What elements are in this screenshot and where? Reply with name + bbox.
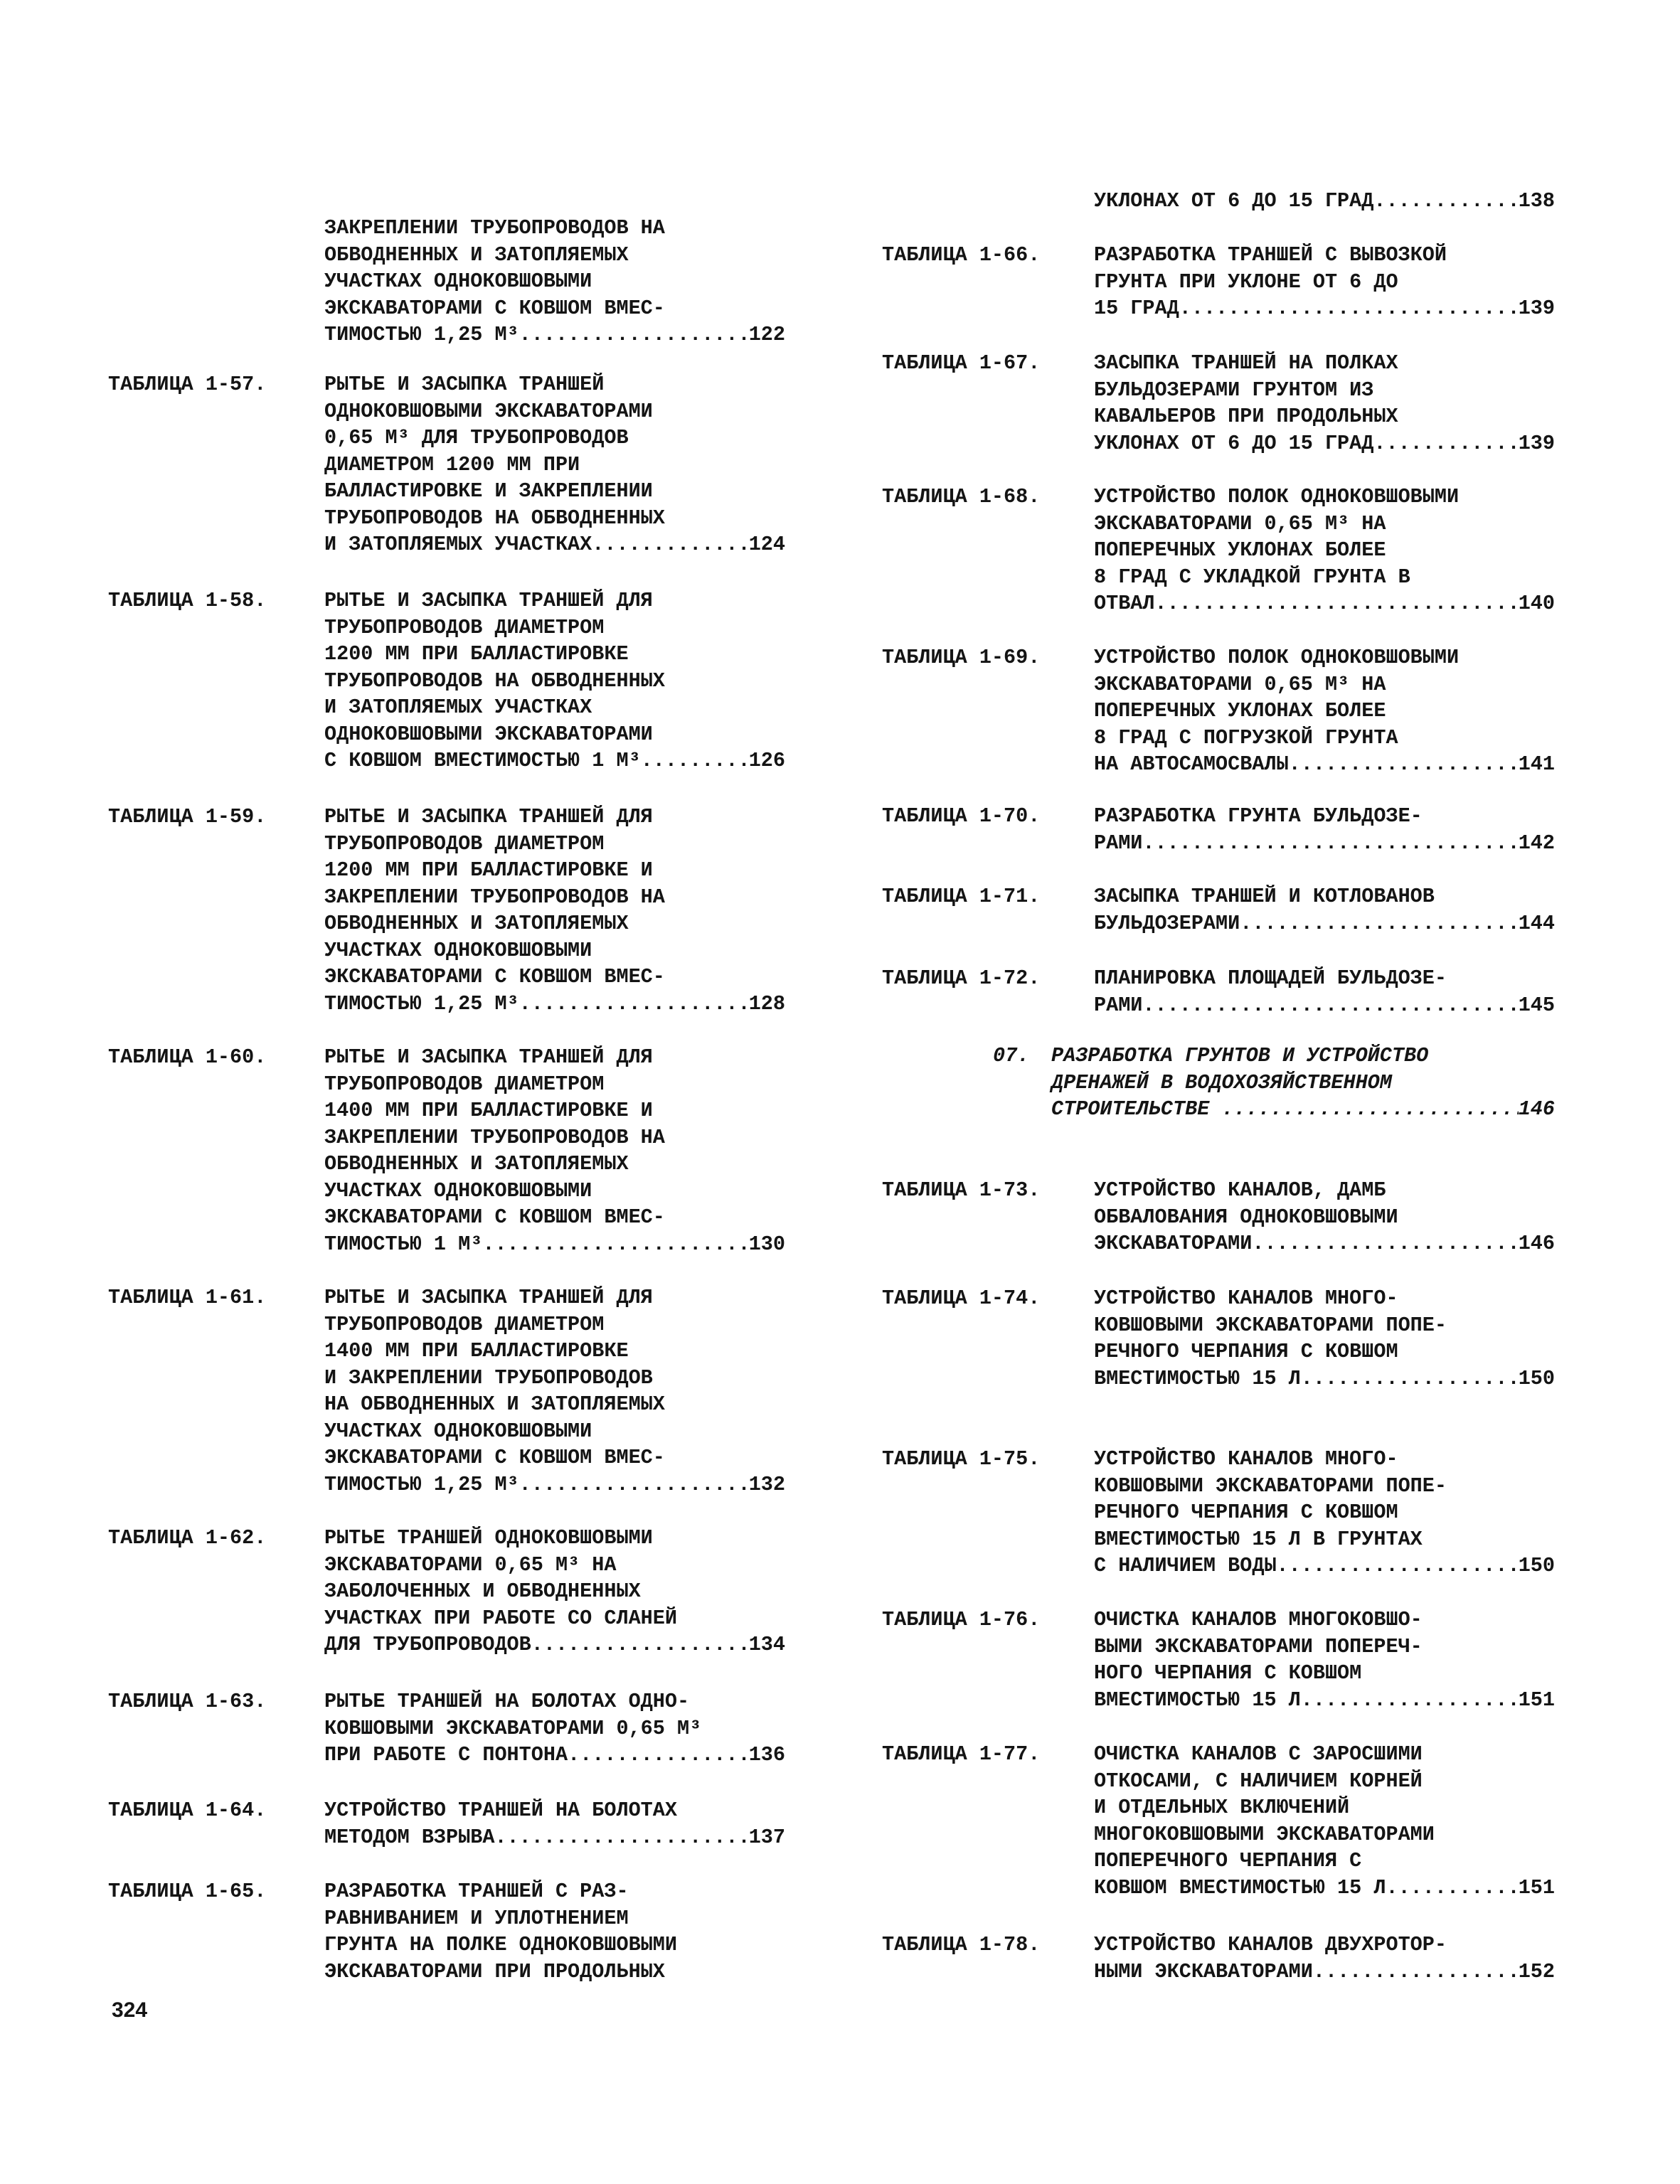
entry-title-line: ТРУБОПРОВОДОВ ДИАМЕТРОМ [324, 1072, 605, 1096]
entry-title [1051, 1043, 1555, 1123]
dot-leader [1142, 992, 1518, 1019]
page-ref[interactable]: 137 [748, 1825, 785, 1849]
dot-leader [1301, 1365, 1519, 1392]
table-label: ТАБЛИЦА 1-68. [882, 485, 1041, 508]
table-label: ТАБЛИЦА 1-63. [108, 1690, 267, 1713]
page-ref[interactable]: 124 [748, 533, 785, 556]
page-ref[interactable]: 146 [1518, 1232, 1555, 1255]
table-label: ТАБЛИЦА 1-72. [882, 966, 1041, 990]
entry-title [324, 1688, 785, 1769]
entry-title-line: БУЛЬДОЗЕРАМИ [1094, 911, 1240, 935]
entry-title-line: РАВНИВАНИЕМ И УПЛОТНЕНИЕМ [324, 1906, 629, 1930]
table-label: ТАБЛИЦА 1-60. [108, 1045, 267, 1069]
table-label: ТАБЛИЦА 1-67. [882, 351, 1041, 375]
entry-title [1094, 242, 1555, 322]
page-ref[interactable]: 140 [1518, 592, 1555, 615]
page-ref[interactable]: 126 [748, 749, 785, 772]
entry-title-line: ТРУБОПРОВОДОВ НА ОБВОДНЕННЫХ [324, 506, 665, 530]
entry-title [324, 215, 785, 348]
dot-leader [1179, 295, 1519, 322]
page-ref[interactable]: 130 [748, 1232, 785, 1256]
table-label: ТАБЛИЦА 1-69. [882, 646, 1041, 669]
entry-title-line: УЧАСТКАХ ОДНОКОВШОВЫМИ [324, 1178, 592, 1203]
entry-title-line: ТРУБОПРОВОДОВ ДИАМЕТРОМ [324, 615, 605, 639]
entry-title-line: ТРУБОПРОВОДОВ ДИАМЕТРОМ [324, 831, 605, 856]
dot-leader [519, 321, 749, 348]
page-ref[interactable]: 142 [1518, 831, 1555, 855]
entry-title-line: МЕТОДОМ ВЗРЫВА [324, 1825, 495, 1849]
entry-title-line: ТИМОСТЬЮ 1,25 М³ [324, 991, 519, 1016]
table-label: ТАБЛИЦА 1-66. [882, 243, 1041, 267]
entry-title-line: ВЫМИ ЭКСКАВАТОРАМИ ПОПЕРЕЧ- [1094, 1634, 1423, 1658]
dot-leader [519, 991, 749, 1018]
dot-leader [1313, 1959, 1519, 1986]
entry-title-line: ОБВОДНЕННЫХ И ЗАТОПЛЯЕМЫХ [324, 1152, 629, 1176]
entry-title-line: РЫТЬЕ И ЗАСЫПКА ТРАНШЕЙ ДЛЯ [324, 589, 653, 612]
page-ref[interactable]: 145 [1518, 993, 1555, 1017]
entry-title-line: ЭКСКАВАТОРАМИ С КОВШОМ ВМЕС- [324, 1446, 665, 1469]
entry-title-line: УЧАСТКАХ ОДНОКОВШОВЫМИ [324, 270, 592, 293]
entry-title-line: КАВАЛЬЕРОВ ПРИ ПРОДОЛЬНЫХ [1094, 405, 1398, 428]
entry-title-line: ОБВОДНЕННЫХ И ЗАТОПЛЯЕМЫХ [324, 912, 629, 935]
page-ref[interactable]: 128 [748, 991, 785, 1016]
entry-last-line [1094, 1875, 1555, 1902]
entry-title-line: КОВШОВЫМИ ЭКСКАВАТОРАМИ ПОПЕ- [1094, 1474, 1447, 1498]
entry-title-line: ЭКСКАВАТОРАМИ С КОВШОМ ВМЕС- [324, 1205, 665, 1229]
entry-title-line: КОВШОВЫМИ ЭКСКАВАТОРАМИ ПОПЕ- [1094, 1313, 1447, 1337]
entry-title-line: НА ОБВОДНЕННЫХ И ЗАТОПЛЯЕМЫХ [324, 1392, 665, 1416]
table-label: ТАБЛИЦА 1-64. [108, 1799, 267, 1822]
dot-leader [1277, 1552, 1519, 1580]
page-ref[interactable]: 151 [1518, 1875, 1555, 1900]
dot-leader [482, 1231, 748, 1258]
entry-title-line: РАЗРАБОТКА ТРАНШЕЙ С РАЗ- [324, 1880, 629, 1903]
entry-title [1094, 484, 1555, 617]
entry-title-line: БАЛЛАСТИРОВКЕ И ЗАКРЕПЛЕНИИ [324, 479, 653, 503]
page-ref[interactable]: 139 [1518, 297, 1555, 320]
entry-title-line: ОБВОДНЕННЫХ И ЗАТОПЛЯЕМЫХ [324, 243, 629, 267]
entry-title [324, 1797, 785, 1850]
entry-title-line: 15 ГРАД [1094, 297, 1179, 320]
entry-title-line: ДРЕНАЖЕЙ В ВОДОХОЗЯЙСТВЕННОМ [1051, 1070, 1392, 1094]
entry-title-line: УЧАСТКАХ ОДНОКОВШОВЫМИ [324, 938, 592, 962]
entry-title [1094, 1741, 1555, 1901]
entry-title [1094, 1607, 1555, 1713]
entry-title-line: РЫТЬЕ ТРАНШЕЙ НА БОЛОТАХ ОДНО- [324, 1690, 690, 1713]
entry-title-line: ЭКСКАВАТОРАМИ 0,65 М³ НА [324, 1552, 617, 1577]
entry-last-line [1094, 1365, 1555, 1392]
entry-title-line: РАЗРАБОТКА ГРУНТОВ И УСТРОЙСТВО [1051, 1044, 1429, 1067]
page-ref[interactable]: 136 [748, 1743, 785, 1767]
entry-title-line: ЭКСКАВАТОРАМИ 0,65 М³ НА [1094, 672, 1386, 696]
entry-last-line [324, 1231, 785, 1258]
entry-title-line: РЕЧНОГО ЧЕРПАНИЯ С КОВШОМ [1094, 1501, 1398, 1524]
entry-title-line: УЧАСТКАХ ОДНОКОВШОВЫМИ [324, 1419, 592, 1443]
dot-leader [1155, 590, 1519, 617]
entry-title [1094, 1177, 1555, 1257]
entry-title-line: ЗАСЫПКА ТРАНШЕЙ И КОТЛОВАНОВ [1094, 885, 1435, 908]
entry-title-line: РЫТЬЕ И ЗАСЫПКА ТРАНШЕЙ ДЛЯ [324, 1286, 653, 1309]
dot-leader [1252, 1230, 1518, 1257]
table-label: ТАБЛИЦА 1-58. [108, 589, 267, 612]
entry-last-line [1094, 590, 1555, 617]
entry-title-line: ПОПЕРЕЧНЫХ УКЛОНАХ БОЛЕЕ [1094, 699, 1386, 723]
table-label: ТАБЛИЦА 1-61. [108, 1286, 267, 1309]
entry-title [1094, 188, 1555, 215]
entry-last-line [324, 991, 785, 1018]
entry-title-line: ПОПЕРЕЧНОГО ЧЕРПАНИЯ С [1094, 1849, 1362, 1873]
dot-leader [531, 1631, 749, 1658]
entry-last-line [1094, 1552, 1555, 1580]
table-label: ТАБЛИЦА 1-65. [108, 1880, 267, 1903]
page-ref[interactable]: 138 [1518, 189, 1555, 213]
entry-last-line [324, 1631, 785, 1658]
entry-last-line [324, 1471, 785, 1498]
entry-title-line: ЭКСКАВАТОРАМИ С КОВШОМ ВМЕС- [324, 965, 665, 989]
entry-title-line: УСТРОЙСТВО КАНАЛОВ ДВУХРОТОР- [1094, 1933, 1447, 1956]
entry-last-line [1094, 188, 1555, 215]
dot-leader [592, 531, 748, 558]
entry-title [324, 587, 785, 774]
entry-title-line: БУЛЬДОЗЕРАМИ ГРУНТОМ ИЗ [1094, 378, 1374, 402]
table-label: ТАБЛИЦА 1-78. [882, 1933, 1041, 1956]
entry-title-line: 1400 ММ ПРИ БАЛЛАСТИРОВКЕ [324, 1339, 629, 1363]
entry-title-line: 8 ГРАД С УКЛАДКОЙ ГРУНТА В [1094, 565, 1410, 589]
entry-title-line: ЭКСКАВАТОРАМИ 0,65 М³ НА [1094, 511, 1386, 536]
entry-title-line: РАМИ [1094, 831, 1143, 855]
page-ref[interactable]: 152 [1518, 1959, 1555, 1983]
table-label: ТАБЛИЦА 1-62. [108, 1526, 267, 1550]
entry-title [324, 1284, 785, 1498]
entry-title-line: ТИМОСТЬЮ 1,25 М³ [324, 1472, 519, 1496]
entry-last-line [1094, 430, 1555, 457]
entry-title-line: ГРУНТА НА ПОЛКЕ ОДНОКОВШОВЫМИ [324, 1933, 677, 1956]
entry-title-line: ДИАМЕТРОМ 1200 ММ ПРИ [324, 452, 580, 476]
entry-last-line [1094, 830, 1555, 857]
page-number: 324 [112, 1998, 148, 2022]
entry-title-line: ПРИ РАБОТЕ С ПОНТОНА [324, 1743, 568, 1767]
entry-title-line: ТИМОСТЬЮ 1,25 М³ [324, 323, 519, 346]
entry-title-line: ЗАБОЛОЧЕННЫХ И ОБВОДНЕННЫХ [324, 1580, 641, 1603]
page-ref[interactable]: 144 [1518, 911, 1555, 935]
entry-title-line: УСТРОЙСТВО ПОЛОК ОДНОКОВШОВЫМИ [1094, 485, 1460, 508]
entry-title-line: ВМЕСТИМОСТЬЮ 15 Л В ГРУНТАХ [1094, 1527, 1423, 1551]
entry-title-line: УЧАСТКАХ ПРИ РАБОТЕ СО СЛАНЕЙ [324, 1606, 677, 1630]
entry-title-line: ДЛЯ ТРУБОПРОВОДОВ [324, 1633, 531, 1656]
entry-title-line: РАЗРАБОТКА ТРАНШЕЙ С ВЫВОЗКОЙ [1094, 243, 1447, 267]
entry-title-line: ГРУНТА ПРИ УКЛОНЕ ОТ 6 ДО [1094, 270, 1398, 294]
entry-title [324, 804, 785, 1017]
entry-title [1094, 350, 1555, 457]
entry-title-line: 0,65 М³ ДЛЯ ТРУБОПРОВОДОВ [324, 426, 629, 449]
page-ref[interactable]: 134 [748, 1633, 785, 1656]
entry-title-line: 8 ГРАД С ПОГРУЗКОЙ ГРУНТА [1094, 725, 1398, 750]
entry-title-line: РЫТЬЕ И ЗАСЫПКА ТРАНШЕЙ [324, 373, 605, 396]
table-label: ТАБЛИЦА 1-77. [882, 1742, 1041, 1766]
entry-last-line [1094, 992, 1555, 1019]
entry-title-line: РАЗРАБОТКА ГРУНТА БУЛЬДОЗЕ- [1094, 804, 1423, 828]
entry-last-line [1094, 1959, 1555, 1986]
entry-title-line: ОДНОКОВШОВЫМИ ЭКСКАВАТОРАМИ [324, 722, 653, 746]
entry-title [324, 1878, 785, 1985]
entry-title-line: ОЧИСТКА КАНАЛОВ МНОГОКОВШО- [1094, 1608, 1423, 1631]
entry-title-line: ОТКОСАМИ, С НАЛИЧИЕМ КОРНЕЙ [1094, 1769, 1423, 1793]
dot-leader [641, 747, 749, 774]
dot-leader [1386, 1875, 1518, 1902]
entry-title-line: СТРОИТЕЛЬСТВЕ [1051, 1097, 1222, 1121]
entry-title [1094, 644, 1555, 778]
entry-title-line: ЗАКРЕПЛЕНИИ ТРУБОПРОВОДОВ НА [324, 885, 665, 909]
entry-title-line: РЫТЬЕ ТРАНШЕЙ ОДНОКОВШОВЫМИ [324, 1526, 653, 1550]
entry-title-line: УКЛОНАХ ОТ 6 ДО 15 ГРАД [1094, 189, 1374, 213]
entry-last-line [324, 1824, 785, 1851]
entry-title [324, 1525, 785, 1658]
entry-title-line: ПОПЕРЕЧНЫХ УКЛОНАХ БОЛЕЕ [1094, 538, 1386, 562]
entry-title-line: РЫТЬЕ И ЗАСЫПКА ТРАНШЕЙ ДЛЯ [324, 1045, 653, 1069]
entry-title-line: УКЛОНАХ ОТ 6 ДО 15 ГРАД [1094, 431, 1374, 455]
entry-title-line: ПЛАНИРОВКА ПЛОЩАДЕЙ БУЛЬДОЗЕ- [1094, 966, 1447, 990]
entry-title [1094, 1285, 1555, 1392]
dot-leader [519, 1471, 749, 1498]
entry-title-line: ТРУБОПРОВОДОВ ДИАМЕТРОМ [324, 1312, 605, 1336]
entry-title-line: ЭКСКАВАТОРАМИ ПРИ ПРОДОЛЬНЫХ [324, 1959, 665, 1983]
entry-title-line: ЗАСЫПКА ТРАНШЕЙ НА ПОЛКАХ [1094, 351, 1398, 375]
table-label: ТАБЛИЦА 1-71. [882, 885, 1041, 908]
table-label: ТАБЛИЦА 1-76. [882, 1608, 1041, 1631]
entry-last-line [1094, 910, 1555, 937]
entry-last-line [324, 531, 785, 558]
dot-leader [1289, 751, 1519, 778]
entry-title-line: КОВШОМ ВМЕСТИМОСТЬЮ 15 Л [1094, 1875, 1386, 1900]
table-label: ТАБЛИЦА 1-59. [108, 805, 267, 829]
dot-leader [494, 1824, 748, 1851]
table-label: ТАБЛИЦА 1-74. [882, 1287, 1041, 1310]
table-label: ТАБЛИЦА 1-57. [108, 373, 267, 396]
entry-last-line [1051, 1096, 1555, 1123]
entry-title-line: И ЗАКРЕПЛЕНИИ ТРУБОПРОВОДОВ [324, 1365, 653, 1390]
page-ref[interactable]: 150 [1518, 1366, 1555, 1390]
entry-title-line: 1400 ММ ПРИ БАЛЛАСТИРОВКЕ И [324, 1099, 653, 1122]
entry-title-line: РЫТЬЕ И ЗАСЫПКА ТРАНШЕЙ ДЛЯ [324, 805, 653, 829]
entry-title [1094, 965, 1555, 1018]
entry-title-line: С КОВШОМ ВМЕСТИМОСТЬЮ 1 М³ [324, 749, 641, 772]
entry-title-line: РЕЧНОГО ЧЕРПАНИЯ С КОВШОМ [1094, 1340, 1398, 1363]
entry-title-line: ВМЕСТИМОСТЬЮ 15 Л [1094, 1688, 1301, 1712]
dot-leader [1373, 430, 1518, 457]
entry-title-line: ОТВАЛ [1094, 592, 1155, 615]
entry-title-line: ТРУБОПРОВОДОВ НА ОБВОДНЕННЫХ [324, 668, 665, 693]
entry-title-line: НА АВТОСАМОСВАЛЫ [1094, 752, 1289, 776]
page-ref[interactable]: 139 [1518, 431, 1555, 455]
page-ref[interactable]: 146 [1518, 1097, 1555, 1121]
entry-title-line: ОЧИСТКА КАНАЛОВ С ЗАРОСШИМИ [1094, 1742, 1423, 1766]
entry-last-line [1094, 295, 1555, 322]
entry-title-line: И ОТДЕЛЬНЫХ ВКЛЮЧЕНИЙ [1094, 1796, 1350, 1819]
entry-last-line [324, 747, 785, 774]
entry-title [1094, 1932, 1555, 1985]
dot-leader [1142, 830, 1518, 857]
dot-leader [1301, 1687, 1519, 1714]
entry-title-line: КОВШОВЫМИ ЭКСКАВАТОРАМИ 0,65 М³ [324, 1716, 702, 1740]
entry-title-line: ЗАКРЕПЛЕНИИ ТРУБОПРОВОДОВ НА [324, 1125, 665, 1149]
table-label: ТАБЛИЦА 1-73. [882, 1178, 1041, 1202]
entry-title-line: РАМИ [1094, 993, 1143, 1017]
table-label: ТАБЛИЦА 1-70. [882, 804, 1041, 828]
entry-title [1094, 883, 1555, 937]
page-ref[interactable]: 151 [1518, 1688, 1555, 1712]
dot-leader [1221, 1096, 1518, 1123]
entry-title-line: УСТРОЙСТВО КАНАЛОВ МНОГО- [1094, 1287, 1398, 1310]
entry-title-line: УСТРОЙСТВО ТРАНШЕЙ НА БОЛОТАХ [324, 1799, 677, 1822]
dot-leader [1240, 910, 1518, 937]
section-number: 07. [993, 1044, 1030, 1067]
entry-last-line [324, 321, 785, 348]
entry-title-line: И ЗАТОПЛЯЕМЫХ УЧАСТКАХ [324, 696, 592, 719]
page-ref[interactable]: 141 [1518, 752, 1555, 776]
entry-last-line [1094, 751, 1555, 778]
entry-title [324, 371, 785, 558]
entry-title-line: МНОГОКОВШОВЫМИ ЭКСКАВАТОРАМИ [1094, 1822, 1435, 1846]
page-ref[interactable]: 150 [1518, 1554, 1555, 1577]
entry-title-line: НОГО ЧЕРПАНИЯ С КОВШОМ [1094, 1661, 1362, 1685]
entry-title-line: ОБВАЛОВАНИЯ ОДНОКОВШОВЫМИ [1094, 1205, 1398, 1229]
dot-leader [1373, 188, 1518, 215]
entry-title [324, 1044, 785, 1257]
entry-title-line: ЭКСКАВАТОРАМИ [1094, 1232, 1253, 1255]
entry-title-line: ВМЕСТИМОСТЬЮ 15 Л [1094, 1366, 1301, 1390]
page-ref[interactable]: 132 [748, 1472, 785, 1496]
entry-title-line: ТИМОСТЬЮ 1 М³ [324, 1232, 483, 1256]
entry-title-line: УСТРОЙСТВО ПОЛОК ОДНОКОВШОВЫМИ [1094, 646, 1460, 669]
dot-leader [568, 1742, 749, 1769]
entry-last-line [1094, 1687, 1555, 1714]
entry-title-line: УСТРОЙСТВО КАНАЛОВ, ДАМБ [1094, 1178, 1386, 1202]
entry-title-line: ЗАКРЕПЛЕНИИ ТРУБОПРОВОДОВ НА [324, 216, 665, 240]
entry-title-line: И ЗАТОПЛЯЕМЫХ УЧАСТКАХ [324, 533, 592, 556]
entry-title-line: ЭКСКАВАТОРАМИ С КОВШОМ ВМЕС- [324, 296, 665, 320]
page-ref[interactable]: 122 [748, 323, 785, 346]
entry-title-line: С НАЛИЧИЕМ ВОДЫ [1094, 1554, 1277, 1577]
entry-title-line: НЫМИ ЭКСКАВАТОРАМИ [1094, 1959, 1313, 1983]
entry-title-line: 1200 ММ ПРИ БАЛЛАСТИРОВКЕ И [324, 858, 653, 882]
entry-title [1094, 803, 1555, 856]
entry-last-line [1094, 1230, 1555, 1257]
entry-title [1094, 1446, 1555, 1580]
table-label: ТАБЛИЦА 1-75. [882, 1447, 1041, 1471]
entry-title-line: 1200 ММ ПРИ БАЛЛАСТИРОВКЕ [324, 642, 629, 666]
entry-title-line: ОДНОКОВШОВЫМИ ЭКСКАВАТОРАМИ [324, 399, 653, 423]
entry-last-line [324, 1742, 785, 1769]
entry-title-line: УСТРОЙСТВО КАНАЛОВ МНОГО- [1094, 1447, 1398, 1471]
